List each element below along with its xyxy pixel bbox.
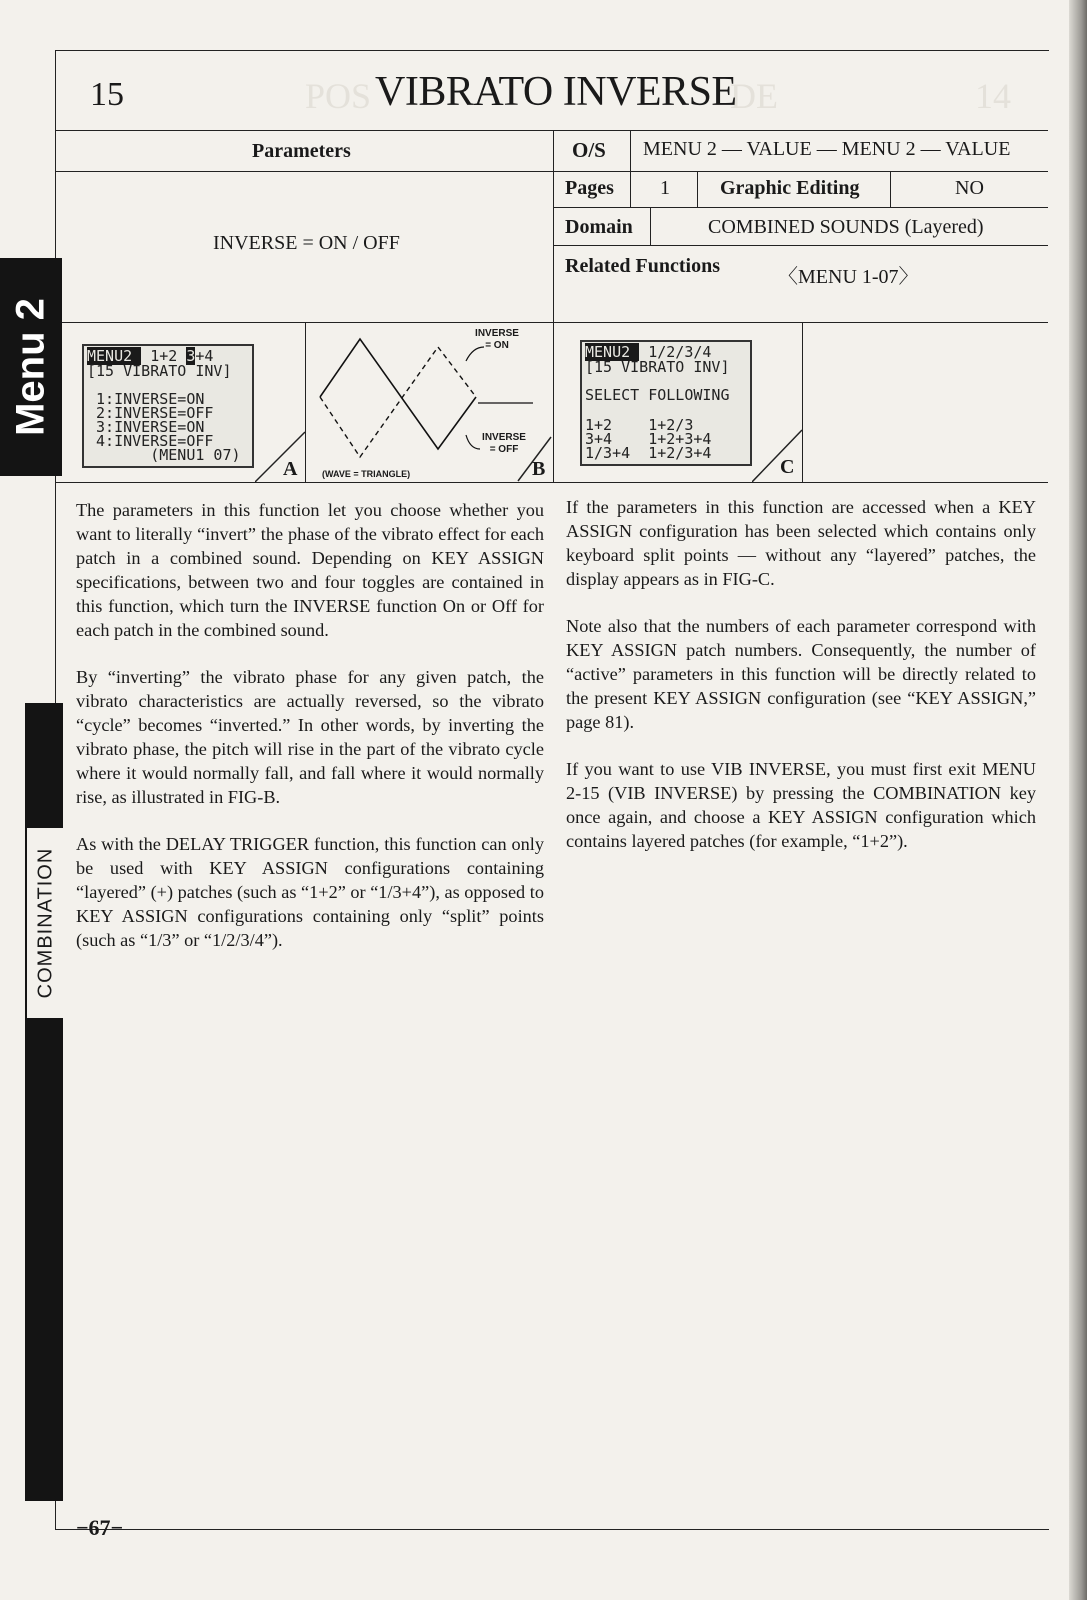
- rule: [553, 130, 554, 322]
- paragraph: The parameters in this function let you choose whether you want to literally “invert” the phase of the vibrato effect for each patch in a combined sound. Depending on KEY ASSIGN specifications, between two and four toggles are contained in this function, which turn the INVERSE function On or Off for each patch in the combined sound.: [76, 500, 544, 640]
- related-functions-value: 〈MENU 1-07〉: [778, 266, 919, 288]
- figure-label-c: C: [780, 456, 795, 478]
- related-functions-label: Related Functions: [565, 255, 720, 277]
- lcd-line: 1/3+4 1+2/3+4: [585, 444, 712, 462]
- os-value: MENU 2 — VALUE — MENU 2 — VALUE: [643, 138, 1011, 160]
- paragraph: If you want to use VIB INVERSE, you must first exit MENU 2-15 (VIB INVERSE) by pressing the COMBINATION key once again, and choose a KEY ASSIGN configuration which contains layered patches (for example, “1+2”).: [566, 759, 1036, 851]
- lcd-display-fig-c: MENU2 1/2/3/4 [15 VIBRATO INV] SELECT FOLLOWING 1+2 1+2/3 3+4 1+2+3+4 1/3+4 1+2/3+4: [580, 340, 752, 466]
- show-through-ghost: POS: [305, 76, 372, 116]
- rule: [553, 207, 1048, 208]
- rule: [553, 322, 554, 482]
- parameters-value: INVERSE = ON / OFF: [213, 232, 400, 254]
- inverse-off-label: INVERSE = OFF: [482, 432, 526, 455]
- lcd-line: (MENU1 07): [87, 446, 241, 464]
- lcd-line: 2:INVERSE=OFF: [87, 404, 214, 422]
- pages-label: Pages: [565, 177, 614, 199]
- lcd-line: 1+2: [150, 347, 187, 365]
- rule: [697, 171, 698, 207]
- pages-value: 1: [660, 177, 670, 199]
- rule: [55, 322, 1048, 323]
- domain-value: COMBINED SOUNDS (Layered): [708, 216, 984, 238]
- lcd-line: [15 VIBRATO INV]: [87, 362, 232, 380]
- graphic-editing-label: Graphic Editing: [720, 177, 860, 199]
- paragraph: If the parameters in this function are accessed when a KEY ASSIGN configuration has been selected which contains only keyboard split points — without any “layered” patches, the display appears as in FIG-C.: [566, 497, 1036, 589]
- figure-label-b: B: [532, 458, 546, 480]
- page-title: VIBRATO INVERSE: [375, 69, 737, 115]
- parameters-heading: Parameters: [252, 140, 351, 162]
- lcd-line: [15 VIBRATO INV]: [585, 358, 730, 376]
- rule: [55, 482, 1048, 483]
- wave-type-label: (WAVE = TRIANGLE): [322, 469, 411, 479]
- page-edge: [1069, 0, 1087, 1600]
- lcd-line: 3+4 1+2+3+4: [585, 430, 712, 448]
- body-text-right: [566, 495, 1036, 876]
- arrow-off: [466, 435, 480, 449]
- fig-corner: [752, 428, 804, 484]
- lcd-line: 1+2 1+2/3: [585, 416, 694, 434]
- rule: [630, 171, 631, 207]
- lcd-line: 4:INVERSE=OFF: [87, 432, 214, 450]
- rule: [553, 245, 1048, 246]
- paragraph: Note also that the numbers of each parameter correspond with KEY ASSIGN patch numbers. Consequently, the number of “active” parameters in this function will be directly related to the present KEY ASSIGN configuration (see “KEY ASSIGN,” page 81).: [566, 616, 1036, 732]
- rule: [55, 171, 1048, 172]
- graphic-editing-value: NO: [955, 177, 984, 199]
- side-tab-section: COMBINATION: [25, 828, 65, 1018]
- lcd-line: 3:INVERSE=ON: [87, 418, 205, 436]
- lcd-display-fig-a: MENU2 1+2 3+4 [15 VIBRATO INV] 1:INVERSE=ON 2:INVERSE=OFF 3:INVERSE=ON 4:INVERSE=OFF (MENU1 07): [82, 344, 254, 468]
- rule: [650, 207, 651, 245]
- wave-inverse-on: [320, 339, 476, 449]
- lcd-line: 1:INVERSE=ON: [87, 390, 205, 408]
- paragraph: By “inverting” the vibrato phase for any given patch, the vibrato characteristics are actually reversed, so the vibrato “cycle” becomes “inverted.” In other words, by inverting the vibrato phase, the pitch will rise in the part of the vibrato cycle where it would normally fall, and fall where it would normally rise, as illustrated in FIG-B.: [76, 667, 544, 807]
- page-number: −67−: [76, 1515, 124, 1540]
- side-tab-section-bar: [25, 703, 63, 1501]
- fig-corner: [255, 430, 307, 484]
- os-label: O/S: [572, 138, 606, 162]
- body-text-left: [76, 498, 544, 975]
- domain-label: Domain: [565, 216, 633, 238]
- rule: [55, 130, 1048, 131]
- paragraph: As with the DELAY TRIGGER function, this function can only be used with KEY ASSIGN configurations containing “layered” (+) patches (such as “1+2” or “1/3+4”), as opposed to KEY ASSIGN configurations containing only “split” points (such as “1/3” or “1/2/3/4”).: [76, 834, 544, 950]
- show-through-ghost: 14: [975, 76, 1011, 116]
- figure-label-a: A: [283, 458, 298, 480]
- rule: [630, 130, 631, 171]
- show-through-ghost: DE: [730, 76, 778, 116]
- side-tab-menu: Menu 2: [0, 258, 62, 476]
- lcd-line: SELECT FOLLOWING: [585, 386, 730, 404]
- inverse-on-label: INVERSE = ON: [475, 328, 519, 351]
- function-number: 15: [90, 76, 124, 113]
- rule: [890, 171, 891, 207]
